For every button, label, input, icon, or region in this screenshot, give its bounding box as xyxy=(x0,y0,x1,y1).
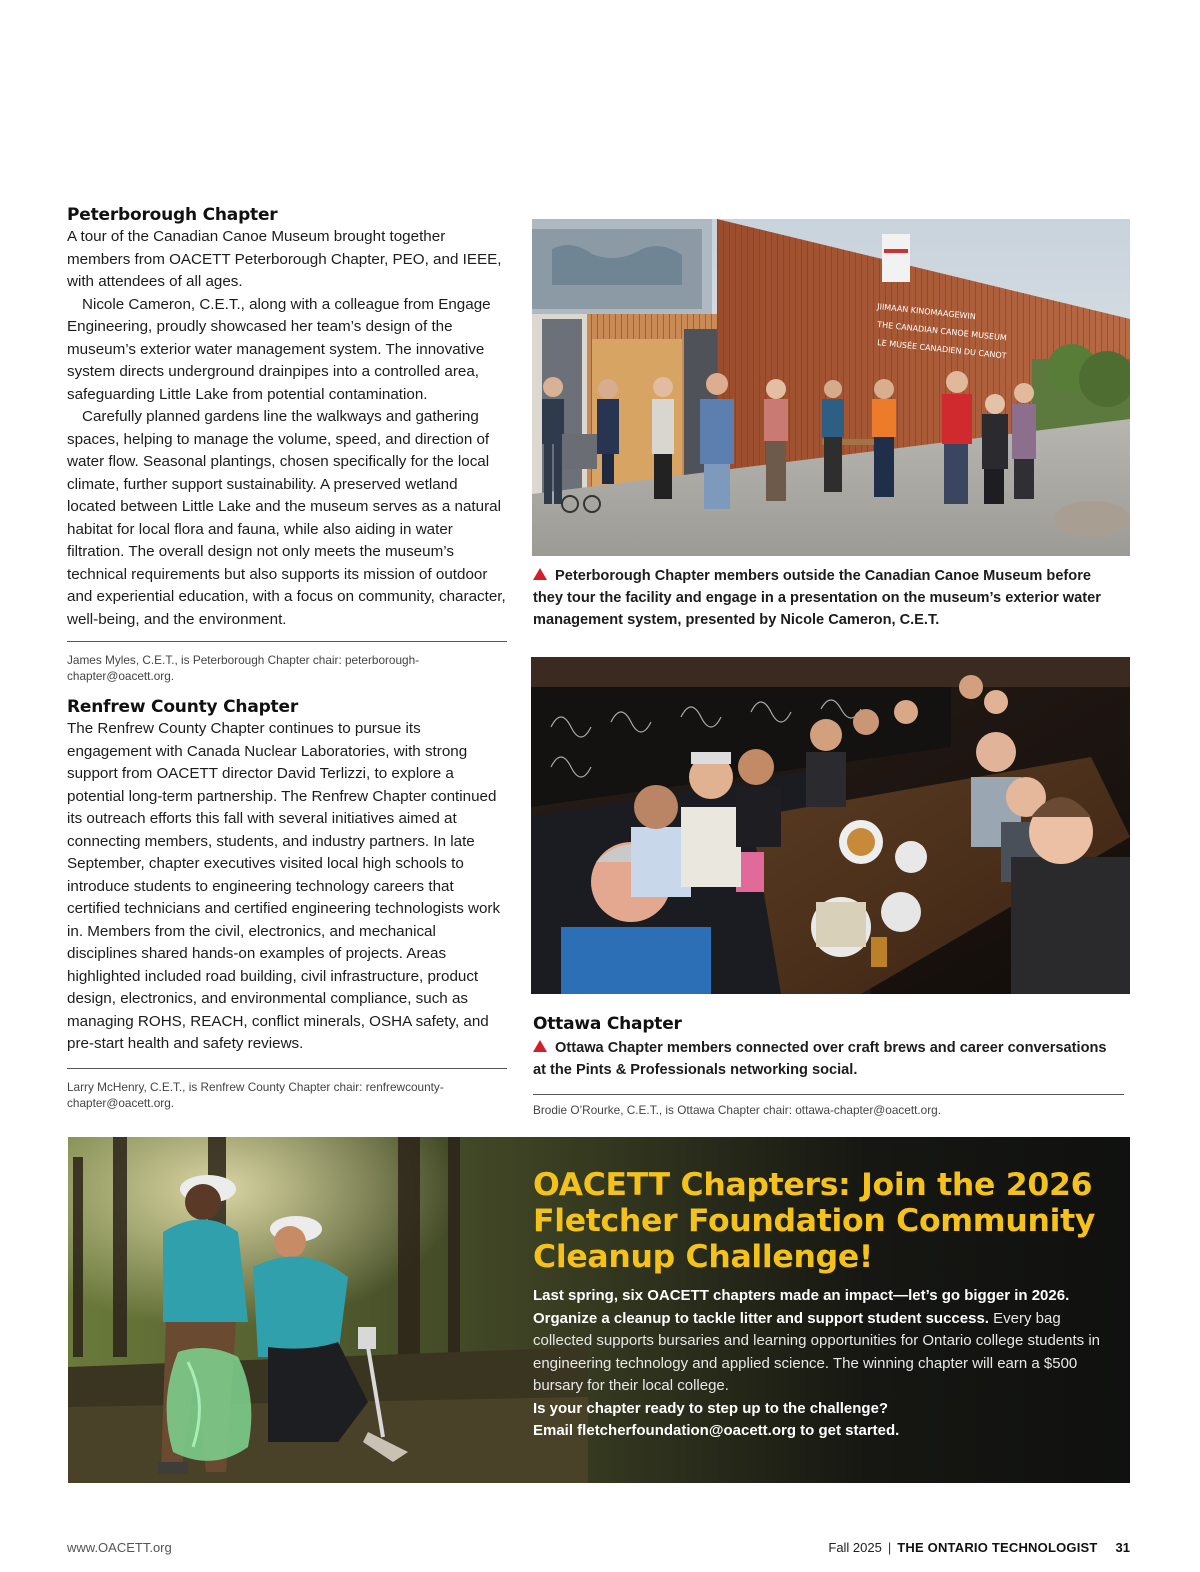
footer-issue: Fall 2025 xyxy=(828,1540,882,1555)
renfrew-article xyxy=(67,718,507,1056)
divider xyxy=(67,641,507,642)
caption-triangle-icon xyxy=(533,568,547,580)
page-number: 31 xyxy=(1115,1540,1130,1555)
footer-separator: | xyxy=(887,1540,892,1555)
peterborough-article xyxy=(67,226,507,631)
renfrew-chair-bio: Larry McHenry, C.E.T., is Renfrew County Chapter chair: renfrewcounty-chapter@oacett.org. xyxy=(67,1079,444,1110)
ottawa-chair-bio: Brodie O’Rourke, C.E.T., is Ottawa Chapter chair: ottawa-chapter@oacett.org. xyxy=(533,1103,942,1117)
ottawa-photo-caption: Ottawa Chapter members connected over craft brews and career conversations at the Pints & Professionals networking social. xyxy=(533,1040,1107,1078)
museum-sign-line3: LE MUSÉE CANADIEN DU CANOT xyxy=(876,338,1007,361)
banner-cta-email[interactable]: Email fletcherfoundation@oacett.org to get started. xyxy=(533,1422,900,1439)
banner-text-block xyxy=(533,1167,1123,1443)
museum-sign-line1: JIIMAAN KINOMAAGEWIN xyxy=(876,302,977,322)
trash-bag xyxy=(167,1348,252,1461)
banner-details: Every bag collected supports bursaries and learning opportunities for Ontario college students in engineering technology and applied science. The winning chapter will earn a $500 bursary for their local college. xyxy=(533,1309,1100,1394)
peterborough-paragraph-3: Carefully planned gardens line the walkways and gathering spaces, helping to manage the volume, speed, and direction of water flow. Seasonal plantings, chosen specifically for the local climate, further support sustainability. A preserved wetland located between Little Lake and the museum serves as a natural habitat for local flora and fauna, while also aiding in water filtration. The overall design not only meets the museum’s technical requirements but also supports its mission of outdoor and experiential education, with a focus on community, character, well-being, and the environment. xyxy=(67,408,506,628)
peterborough-chair-bio: James Myles, C.E.T., is Peterborough Chapter chair: peterborough-chapter@oacett.org. xyxy=(67,653,420,683)
footer-site-link[interactable]: www.OACETT.org xyxy=(67,1540,172,1555)
peterborough-paragraph-2: Nicole Cameron, C.E.T., along with a colleague from Engage Engineering, proudly showcased her team’s design of the museum’s exterior water management system. The innovative system directs underground drainpipes into a controlled area, safeguarding Little Lake from potential contamination. xyxy=(67,295,491,403)
banner-headline: OACETT Chapters: Join the 2026 Fletcher Foundation Community Cleanup Challenge! xyxy=(533,1167,1096,1275)
left-column xyxy=(67,204,507,1111)
footer-issue-info xyxy=(828,1540,1130,1555)
peterborough-heading: Peterborough Chapter xyxy=(67,205,278,225)
renfrew-heading: Renfrew County Chapter xyxy=(67,697,299,717)
peterborough-paragraph-1: A tour of the Canadian Canoe Museum brought together members from OACETT Peterborough Chapter, PEO, and IEEE, with attendees of all ages. xyxy=(67,228,502,290)
museum-sign-line2: THE CANADIAN CANOE MUSEUM xyxy=(876,320,1008,343)
divider xyxy=(67,1068,507,1069)
canoe-museum-photo xyxy=(532,219,1130,556)
banner-lead: Last spring, six OACETT chapters made an impact—let’s go bigger in 2026. Organize a cleanup to tackle litter and support student success. xyxy=(533,1287,1070,1327)
ottawa-heading: Ottawa Chapter xyxy=(533,1014,682,1034)
renfrew-paragraph-1: The Renfrew County Chapter continues to pursue its engagement with Canada Nuclear Laboratories, with strong support from OACETT director David Terlizzi, to explore a potential long-term partnership. The Renfrew Chapter continued its outreach efforts this fall with several initiatives aimed at connecting members, students, and industry partners. In late September, chapter executives visited local high schools to introduce students to engineering technology careers that certified technicians and certified engineering technologists work in. Members from the civil, electronics, and mechanical disciplines shared hands-on examples of projects. Areas highlighted included road building, civil infrastructure, product design, electronics, and environmental compliance, such as managing ROHS, REACH, conflict minerals, OSHA safety, and pre-start health and safety reviews. xyxy=(67,720,501,1052)
footer-magazine-name: THE ONTARIO TECHNOLOGIST xyxy=(897,1540,1098,1555)
divider xyxy=(533,1094,1124,1095)
banner-cta-question: Is your chapter ready to step up to the challenge? xyxy=(533,1399,889,1417)
cleanup-challenge-banner xyxy=(68,1137,1130,1483)
peterborough-photo-caption: Peterborough Chapter members outside the Canadian Canoe Museum before they tour the facility and engage in a presentation on the museum’s exterior water management system, presented by Nicole Cameron, C.E.T. xyxy=(533,568,1101,628)
ottawa-social-photo xyxy=(531,657,1130,994)
banner-body xyxy=(533,1285,1123,1443)
caption-triangle-icon xyxy=(533,1040,547,1052)
